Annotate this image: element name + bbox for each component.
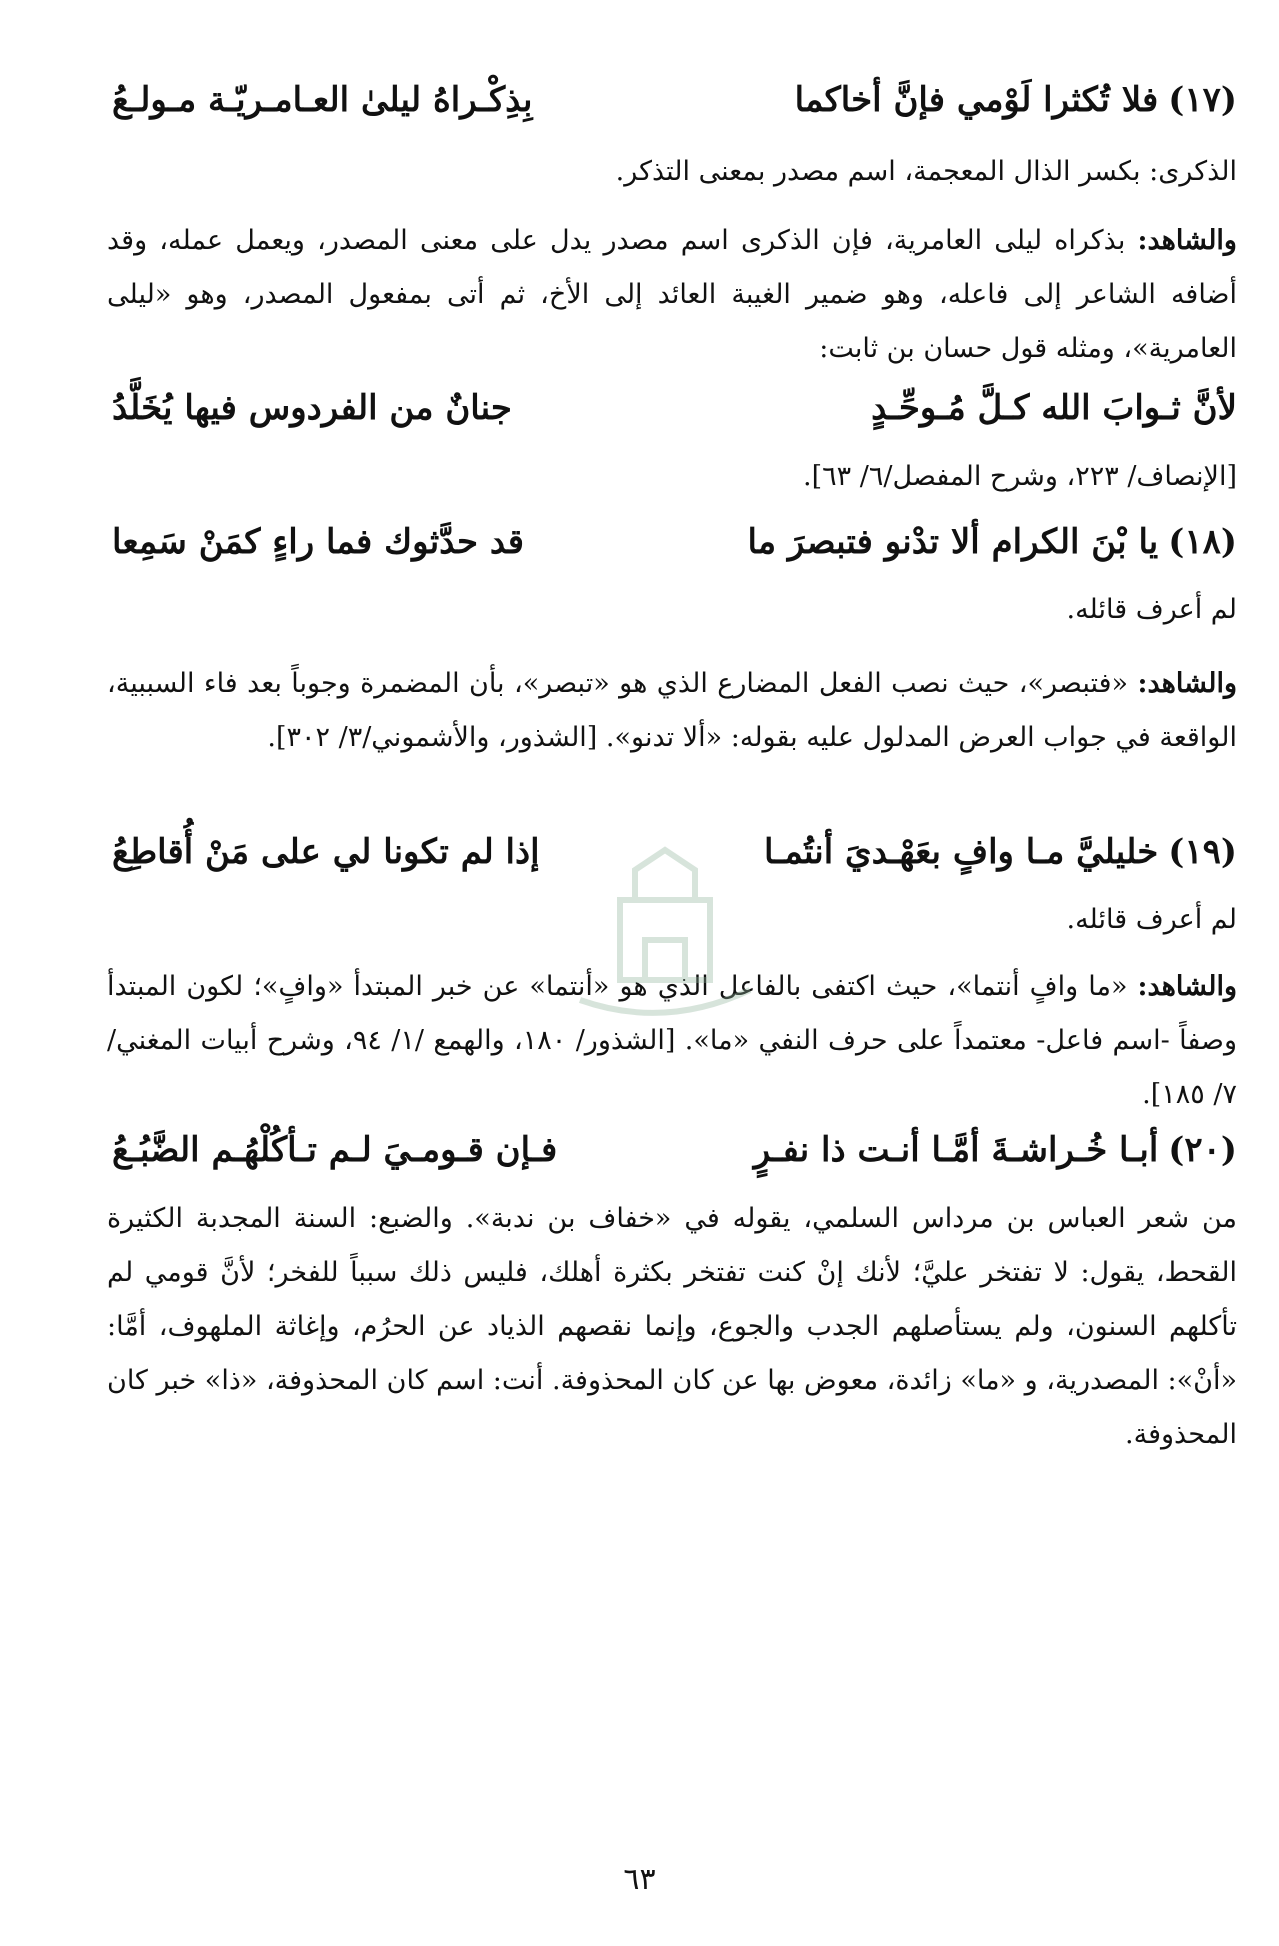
gloss-19: لم أعرف قائله. — [1066, 904, 1237, 935]
verse-hemistich-second: إذا لم تكونا لي على مَنْ أُقاطِعُ — [112, 832, 540, 872]
witness-label: والشاهد: — [1137, 971, 1237, 1002]
witness-18 — [107, 657, 1237, 765]
source-citation: [الإنصاف/ ٢٢٣، وشرح المفصل/٦/ ٦٣]. — [803, 461, 1237, 492]
witness-text: بذكراه ليلى العامرية، فإن الذكرى اسم مصدر يدل على معنى المصدر، ويعمل عمله، وقد أضافه الشاعر إلى فاعله، وهو ضمير الغيبة العائد إلى الأخ، ثم أتى بمفعول المصدر، وهو «ليلى العامرية»، ومثله قول حسان بن ثابت: — [107, 225, 1237, 364]
gloss-17: الذكرى: بكسر الذال المعجمة، اسم مصدر بمعنى التذكر. — [615, 156, 1237, 187]
witness-label: والشاهد: — [1137, 668, 1237, 699]
verse-hemistich-first: فلا تُكثرا لَوْمي فإنَّ أخاكما — [794, 80, 1159, 120]
verse-hemistich-first: لأنَّ ثـوابَ الله كـلَّ مُـوحِّـدٍ — [871, 388, 1237, 428]
verse-number: (١٨) — [1168, 522, 1237, 562]
verse-18 — [112, 512, 1237, 572]
commentary-20: من شعر العباس بن مرداس السلمي، يقوله في «خفاف بن ندبة». والضبع: السنة المجدبة الكثيرة القحط، يقول: لا تفتخر عليَّ؛ لأنك إنْ كنت تفتخر بكثرة أهلك، فليس ذلك سبباً للفخر؛ لأنَّ قومي لم تأكلهم السنون، ولم يستأصلهم الجدب والجوع، وإنما نقصهم الذياد عن الحرُم، وإغاثة الملهوف، أمَّا: «أنْ»: المصدرية، و «ما» زائدة، معوض بها عن كان المحذوفة. أنت: اسم كان المحذوفة، «ذا» خبر كان المحذوفة. — [107, 1203, 1237, 1450]
gloss-18: لم أعرف قائله. — [1066, 594, 1237, 625]
verse-hemistich-first: خليليَّ مـا وافٍ بعَهْـديَ أنتُمـا — [764, 832, 1159, 872]
verse-hemistich-second: قد حدَّثوك فما راءٍ كمَنْ سَمِعا — [112, 522, 524, 562]
page-number: ٦٣ — [623, 1862, 656, 1897]
verse-20 — [112, 1120, 1237, 1180]
witness-label: والشاهد: — [1137, 225, 1237, 256]
verse-number: (١٩) — [1168, 832, 1237, 872]
verse-hemistich-second: جنانٌ من الفردوس فيها يُخَلَّدُ — [112, 388, 512, 428]
verse-hemistich-second: بِذِكْـراهُ ليلىٰ العـامـريّـة مـولـعُ — [112, 80, 533, 120]
witness-text: «ما وافٍ أنتما»، حيث اكتفى بالفاعل الذي هو «أنتما» عن خبر المبتدأ «وافٍ»؛ لكون المبتدأ وصفاً -اسم فاعل- معتمداً على حرف النفي «ما». [الشذور/ ١٨٠، والهمع /١/ ٩٤، وشرح أبيات المغني/٧/ ١٨٥]. — [107, 971, 1237, 1110]
witness-17 — [107, 214, 1237, 376]
verse-hemistich-first: يا بْنَ الكرام ألا تدْنو فتبصرَ ما — [747, 522, 1159, 562]
verse-number: (١٧) — [1168, 80, 1237, 120]
verse-hemistich-first: أبـا خُـراشـةَ أمَّـا أنـت ذا نفـرٍ — [753, 1130, 1159, 1170]
witness-text: «فتبصر»، حيث نصب الفعل المضارع الذي هو «تبصر»، بأن المضمرة وجوباً بعد فاء السببية، الواقعة في جواب العرض المدلول عليه بقوله: «ألا تدنو». [الشذور، والأشموني/٣/ ٣٠٢]. — [107, 668, 1237, 753]
verse-17 — [112, 70, 1237, 130]
quoted-verse — [112, 378, 1237, 438]
verse-number: (٢٠) — [1168, 1130, 1237, 1170]
library-seal-icon — [560, 830, 770, 1030]
verse-hemistich-second: فـإن قـومـيَ لـم تـأكُلْهُـم الضَّبُـعُ — [112, 1130, 558, 1170]
